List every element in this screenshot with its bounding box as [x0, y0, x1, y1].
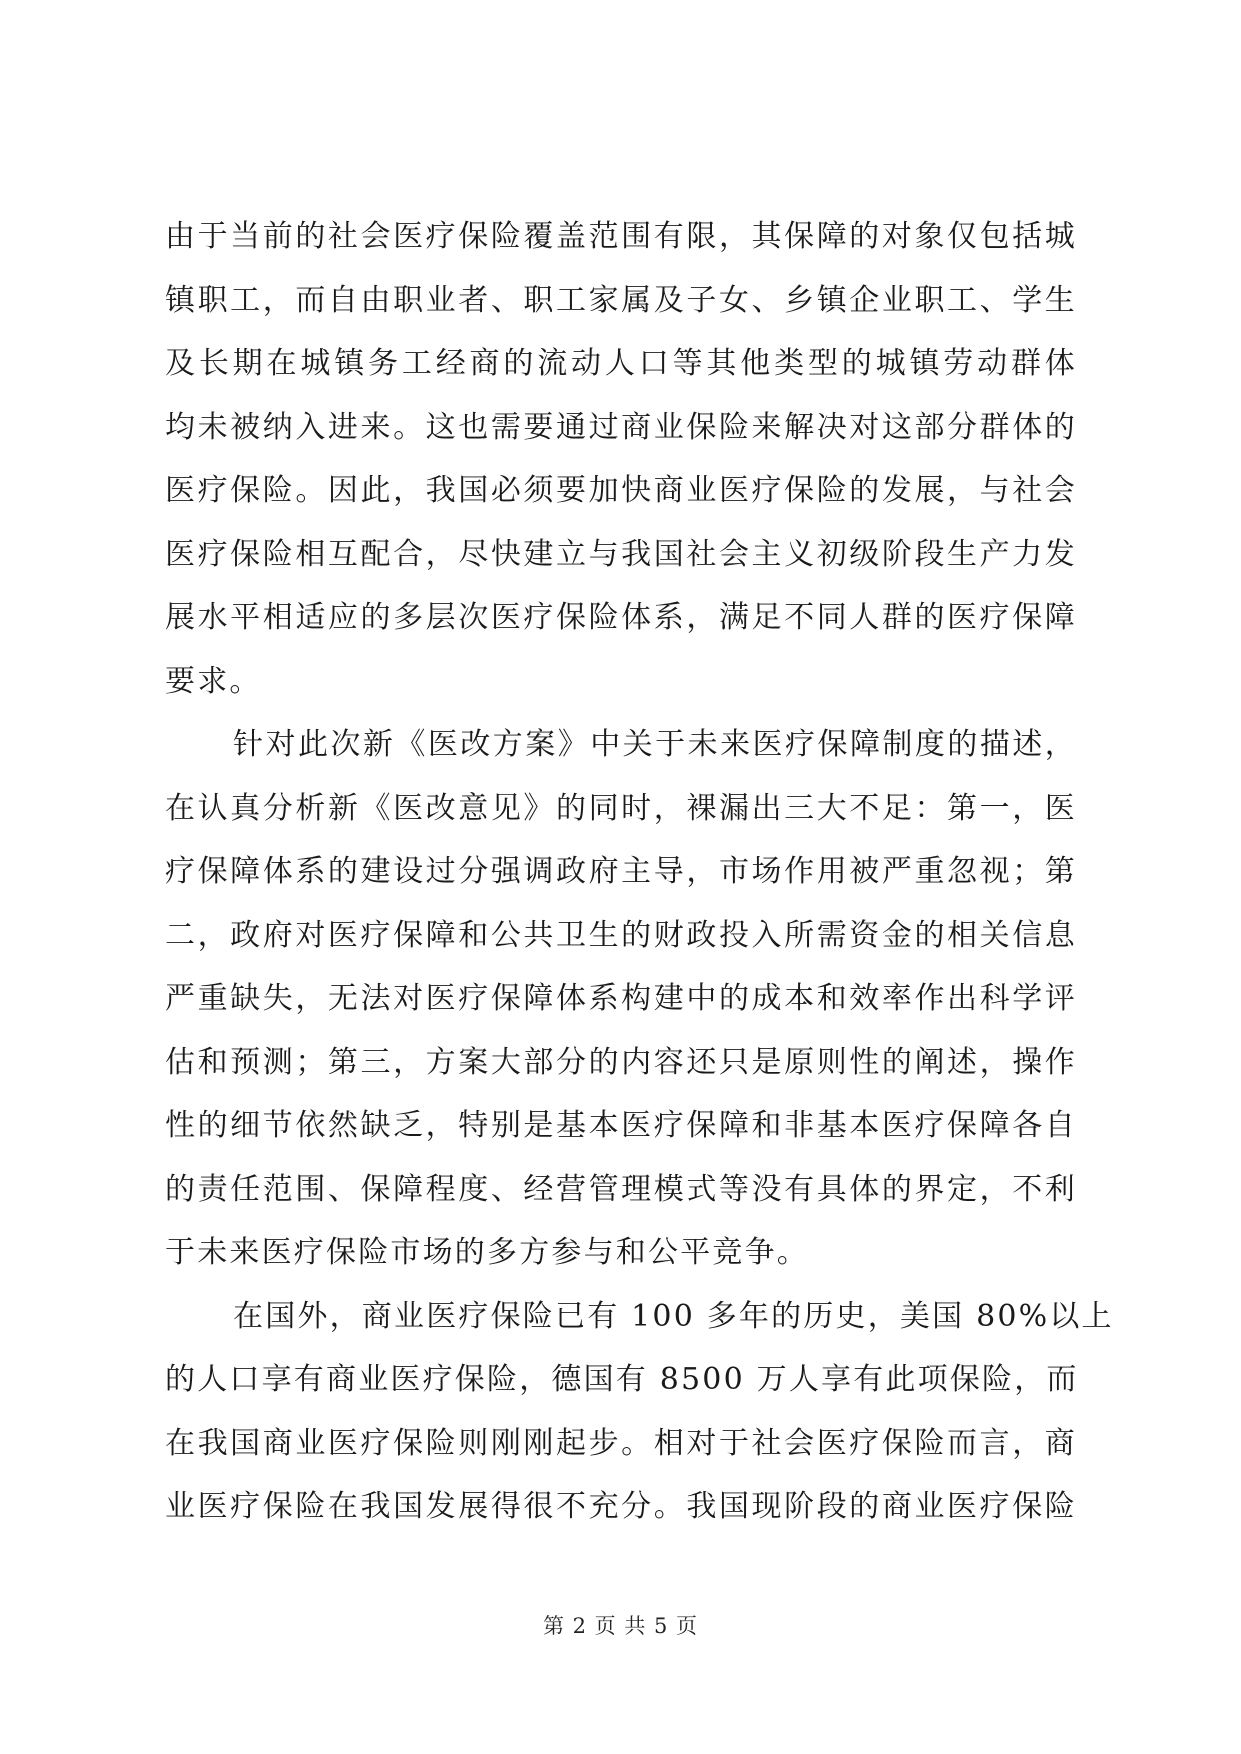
- text-line: 均未被纳入进来。这也需要通过商业保险来解决对这部分群体的: [165, 409, 1077, 445]
- page-number-label: 第 2 页 共 5 页: [542, 1614, 699, 1638]
- document-body: [165, 205, 1114, 1539]
- page-footer: [0, 1610, 1241, 1640]
- text-line: 的责任范围、保障程度、经营管理模式等没有具体的界定，不利: [165, 1171, 1077, 1207]
- text-line: 及长期在城镇务工经商的流动人口等其他类型的城镇劳动群体: [165, 346, 1077, 381]
- text-line: 镇职工，而自由职业者、职工家属及子女、乡镇企业职工、学生: [165, 282, 1077, 318]
- text-line: 医疗保险。因此，我国必须要加快商业医疗保险的发展，与社会: [165, 473, 1077, 508]
- text-line: 医疗保险相互配合，尽快建立与我国社会主义初级阶段生产力发: [165, 536, 1077, 572]
- text-line: 要求。: [165, 663, 262, 699]
- text-line: 的人口享有商业医疗保险，德国有 8500 万人享有此项保险，而: [165, 1362, 1079, 1397]
- paragraph-1: [165, 205, 1077, 713]
- text-line: 在国外，商业医疗保险已有 100 多年的历史，美国 80%以上: [233, 1298, 1114, 1334]
- text-line: 于未来医疗保险市场的多方参与和公平竞争。: [165, 1235, 809, 1270]
- text-line: 疗保障体系的建设过分强调政府主导，市场作用被严重忽视；第: [165, 854, 1077, 889]
- text-line: 由于当前的社会医疗保险覆盖范围有限，其保障的对象仅包括城: [165, 219, 1077, 254]
- text-line: 性的细节依然缺乏，特别是基本医疗保障和非基本医疗保障各自: [165, 1108, 1077, 1143]
- text-line: 二，政府对医疗保障和公共卫生的财政投入所需资金的相关信息: [165, 917, 1077, 953]
- paragraph-3: [165, 1285, 1114, 1539]
- text-line: 业医疗保险在我国发展得很不充分。我国现阶段的商业医疗保险: [165, 1489, 1077, 1524]
- text-line: 展水平相适应的多层次医疗保险体系，满足不同人群的医疗保障: [165, 600, 1077, 635]
- text-line: 针对此次新《医改方案》中关于未来医疗保障制度的描述，: [233, 727, 1077, 762]
- text-line: 估和预测；第三，方案大部分的内容还只是原则性的阐述，操作: [165, 1044, 1077, 1080]
- text-line: 在认真分析新《医改意见》的同时，裸漏出三大不足：第一，医: [165, 790, 1077, 826]
- text-line: 严重缺失，无法对医疗保障体系构建中的成本和效率作出科学评: [165, 981, 1077, 1016]
- text-line: 在我国商业医疗保险则刚刚起步。相对于社会医疗保险而言，商: [165, 1425, 1077, 1461]
- paragraph-2: [165, 713, 1077, 1285]
